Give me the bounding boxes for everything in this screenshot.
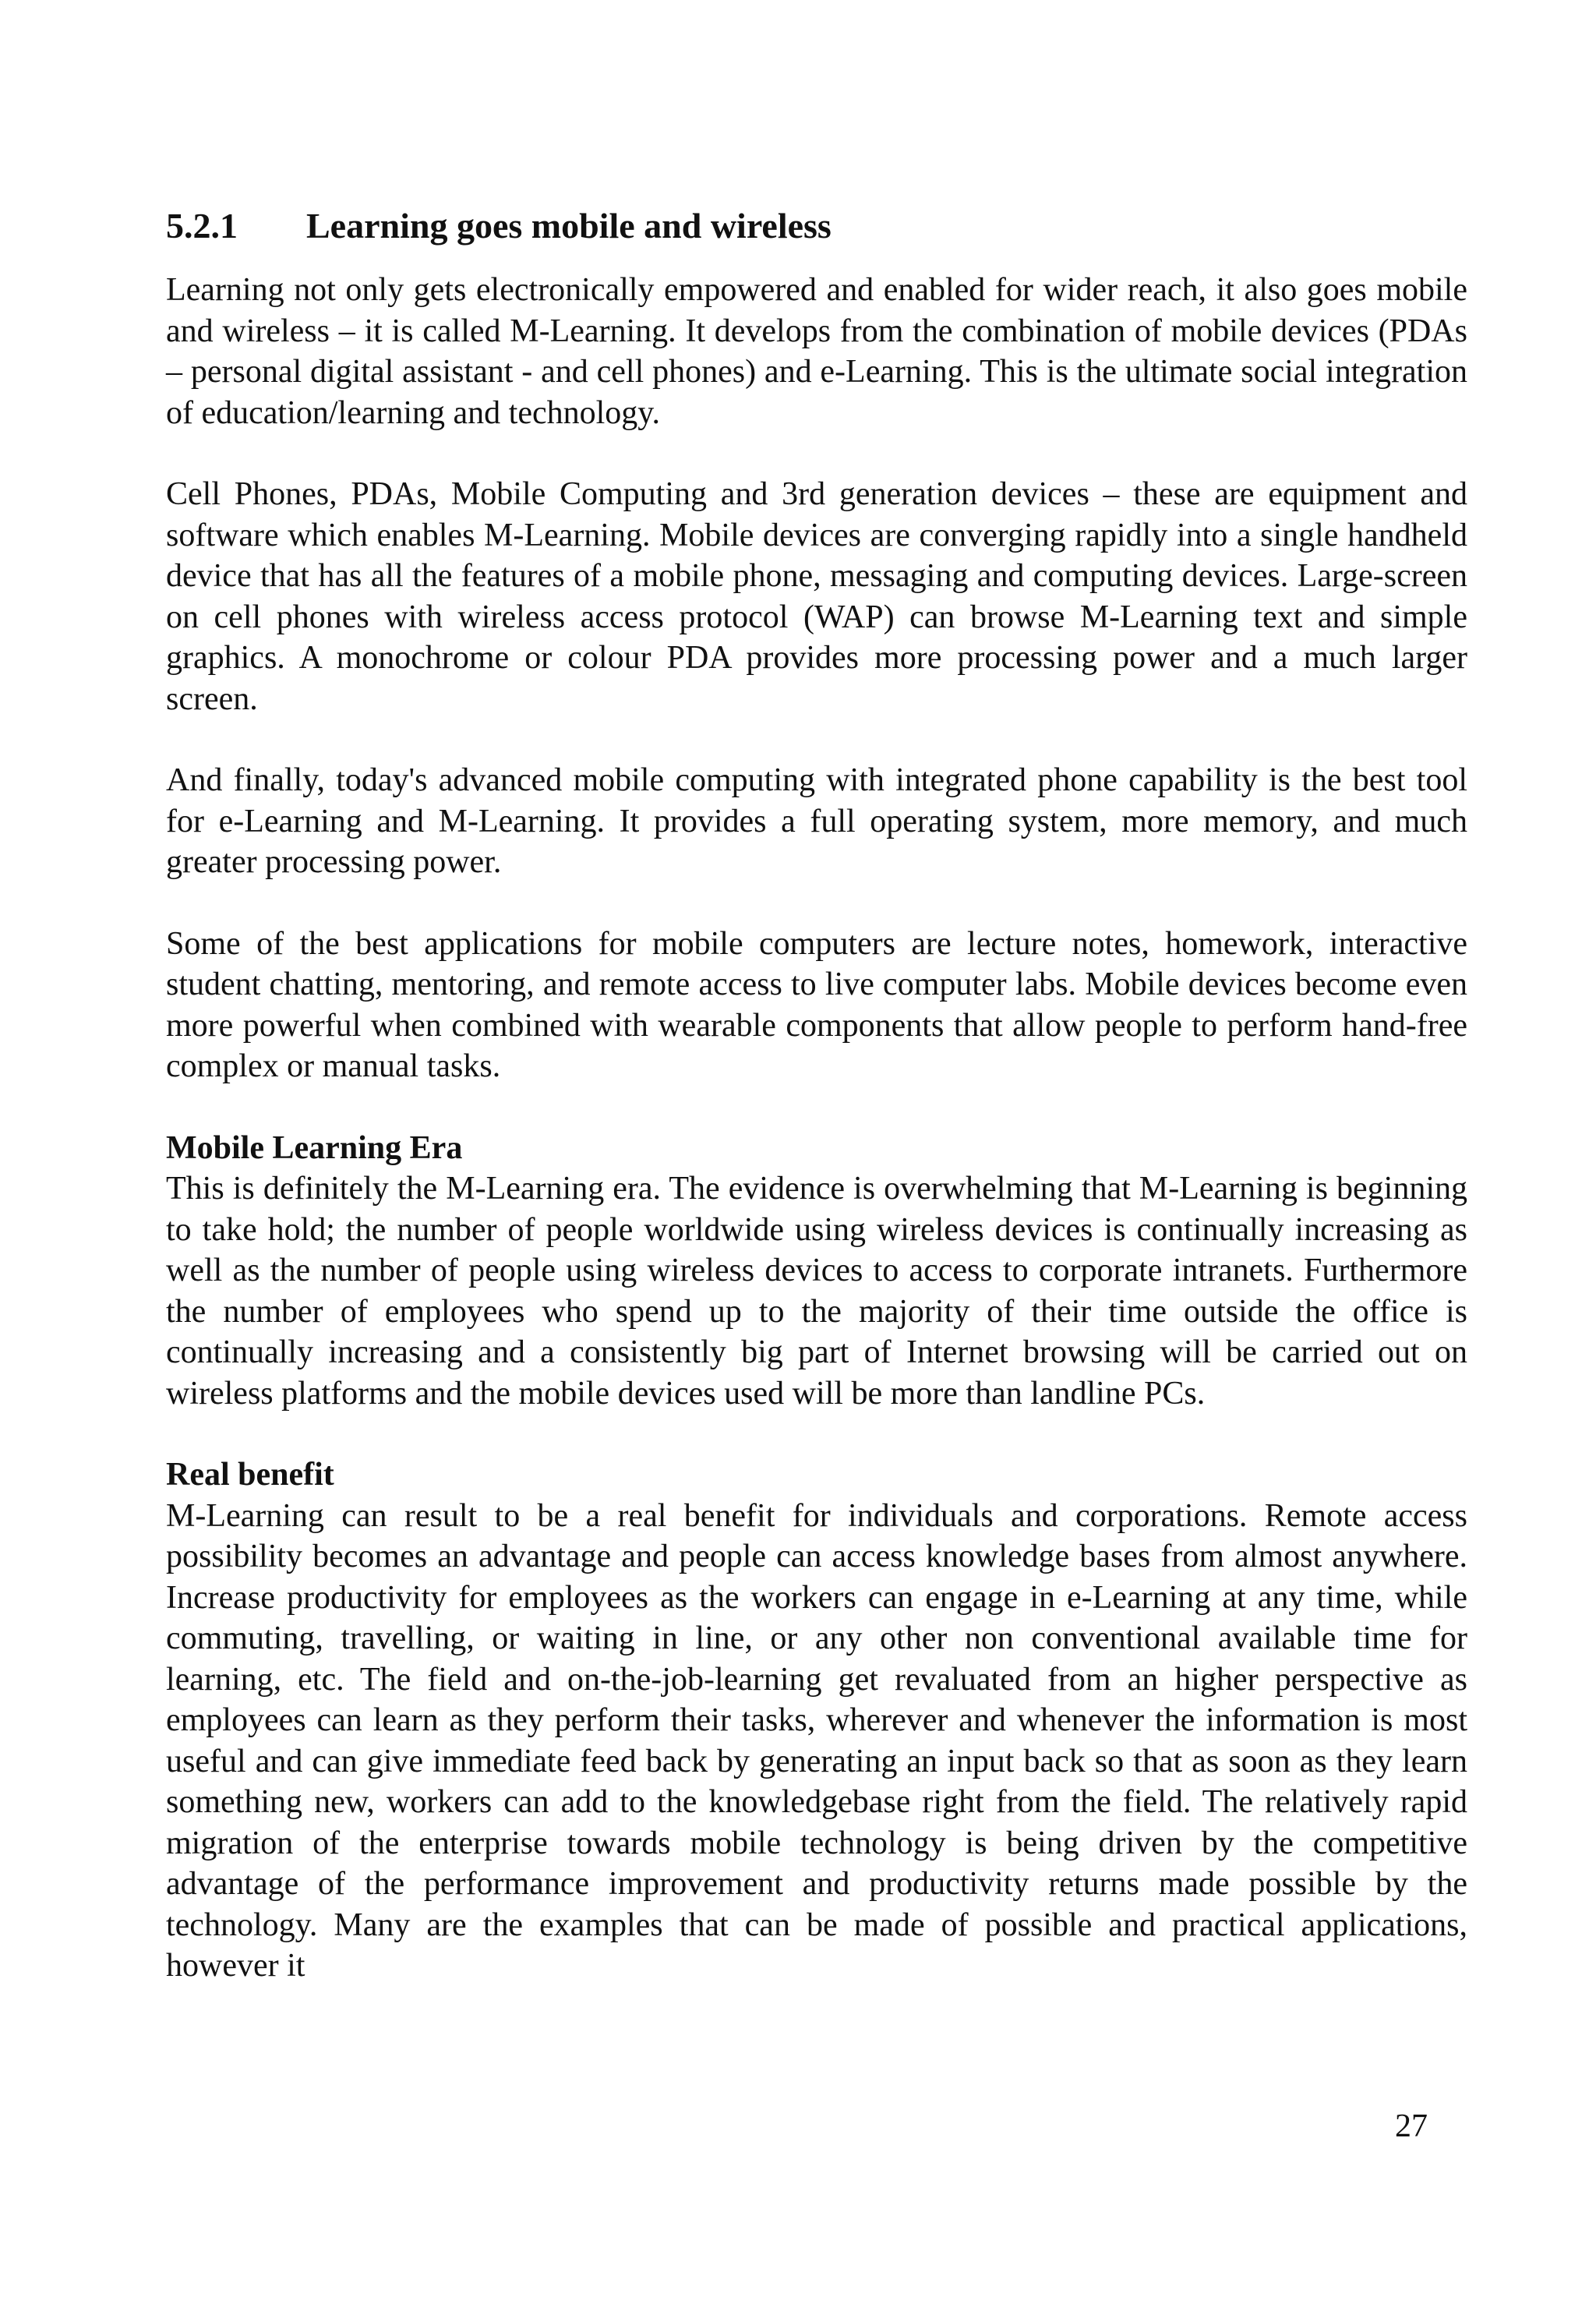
paragraph-gap bbox=[166, 1087, 1467, 1128]
subheading-real-benefit: Real benefit bbox=[166, 1457, 334, 1493]
subheading-mobile-learning-era: Mobile Learning Era bbox=[166, 1129, 463, 1166]
paragraph-gap bbox=[166, 1414, 1467, 1454]
paragraph-advanced-computing: And finally, today's advanced mobile computing with integrated phone capability is the best tool for e-Learning and M-Learning. It provides a full operating system, more memory, and much greater processing power. bbox=[166, 762, 1467, 880]
section-number: 5.2.1 bbox=[166, 206, 238, 246]
paragraph-real-benefit: M-Learning can result to be a real benefit for individuals and corporations. Remote access possibility becomes an advantage and people can access knowledge bases from almost anywhere. Increase productivity for employees as the workers can engage in e-Learning at any time, while commuting, travelling, or waiting in line, or any other non conventional available time for learning, etc. The field and on-the-job-learning get revaluated from an higher perspective as employees can learn as they perform their tasks, wherever and whenever the information is most useful and can give immediate feed back by generating an input back so that as soon as they learn something new, workers can add to the knowledgebase right from the field. The relatively rapid migration of the enterprise towards mobile technology is being driven by the competitive advantage of the performance improvement and productivity returns made possible by the technology. Many are the examples that can be made of possible and practical applications, however it bbox=[166, 1497, 1467, 1984]
paragraph-mobile-learning-era: This is definitely the M-Learning era. The evidence is overwhelming that M-Learning is beginning to take hold; the number of people worldwide using wireless devices is continually increasing as well as the number of people using wireless devices to access to corporate intranets. Furthermore the number of employees who spend up to the majority of their time outside the office is continually increasing and a consistently big part of Internet browsing will be carried out on wireless platforms and the mobile devices used will be more than landline PCs. bbox=[166, 1171, 1467, 1412]
section-heading bbox=[166, 204, 1467, 248]
paragraph-intro: Learning not only gets electronically empowered and enabled for wider reach, it also goes mobile and wireless – it is called M-Learning. It develops from the combination of mobile devices (PDAs – personal digital assistant - and cell phones) and e-Learning. This is the ultimate social integration of education/learning and technology. bbox=[166, 272, 1467, 431]
document-page bbox=[166, 204, 1467, 1987]
paragraph-gap bbox=[166, 433, 1467, 474]
paragraph-applications: Some of the best applications for mobile computers are lecture notes, homework, interactive student chatting, mentoring, and remote access to live computer labs. Mobile devices become even more powerful when combined with wearable components that allow people to perform hand-free complex or manual tasks. bbox=[166, 925, 1467, 1084]
page-number: 27 bbox=[1395, 2108, 1428, 2144]
paragraph-gap bbox=[166, 719, 1467, 760]
section-title: Learning goes mobile and wireless bbox=[306, 206, 832, 246]
paragraph-gap bbox=[166, 883, 1467, 924]
paragraph-devices: Cell Phones, PDAs, Mobile Computing and 3rd generation devices – these are equipment and software which enables M-Learning. Mobile devices are converging rapidly into a single handheld device that has all the features of a mobile phone, messaging and computing devices. Large-screen on cell phones with wireless access protocol (WAP) can browse M-Learning text and simple graphics. A monochrome or colour PDA provides more processing power and a much larger screen. bbox=[166, 476, 1467, 717]
